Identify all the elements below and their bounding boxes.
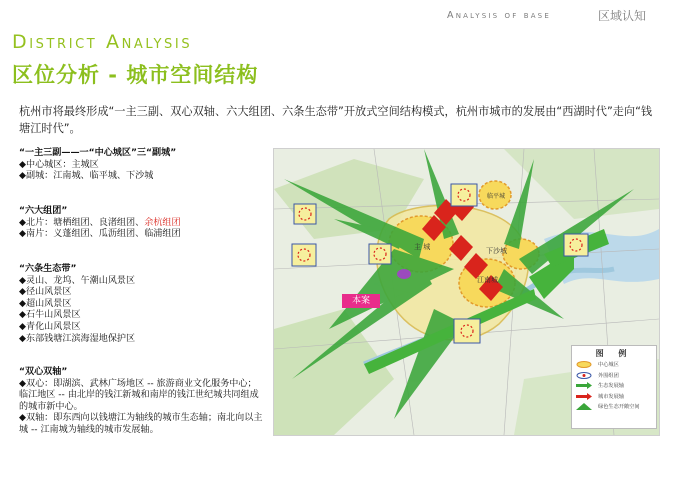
page-title-cn: 区位分析 - 城市空间结构 — [12, 63, 259, 87]
map-legend — [571, 345, 657, 429]
section-heading: “双心双轴” — [19, 367, 68, 377]
yuhang-cluster: 余杭组团 — [144, 217, 181, 228]
section-line: ◆青化山风景区 — [19, 321, 81, 332]
section-heading: “一主三副——一“中心城区”三“副城” — [19, 148, 177, 158]
header-section-cn: 区域认知 — [598, 9, 647, 23]
legend-label: 绿色生态开敞空间 — [598, 404, 640, 410]
intro-paragraph: 杭州市将最终形成“一主三副、双心双轴、六大组团、六条生态带”开放式空间结构模式，杭州市城市的发展由“西湖时代”走向“钱塘江时代”。 — [19, 105, 653, 135]
section-line: ◆南片：义蓬组团、瓜沥组团、临浦组团 — [19, 229, 181, 240]
legend-label: 生态发展轴 — [598, 383, 624, 389]
section-line: ◆超山风景区 — [19, 298, 72, 309]
section-line: ◆灵山、龙坞、午潮山风景区 — [19, 275, 136, 286]
section-line: ◆双心：即湖滨、武林广场地区 -- 旅游商业文化服务中心；临江地区 -- 由北岸的钱江新城和南岸的钱江世纪城共同组成的城市新中心。 — [19, 378, 259, 412]
legend-title: 图 例 — [595, 349, 633, 358]
legend-label: 城市发展轴 — [598, 393, 624, 400]
legend-item — [572, 370, 656, 381]
legend-item — [572, 391, 656, 402]
section-line: ◆径山风景区 — [19, 287, 72, 298]
section-six-clusters — [19, 206, 265, 241]
page-title-en: District Analysis — [12, 31, 193, 53]
section-main-sub — [19, 148, 265, 183]
section-line — [19, 218, 265, 230]
label-linping: 临平城 — [487, 193, 506, 200]
section-dual-core — [19, 367, 265, 437]
section-line: ◆双轴：即东西向以钱塘江为轴线的城市生态轴；南北向以主城 -- 江南城为轴线的城市发展轴。 — [19, 413, 263, 435]
section-line: ◆中心城区：主城区 — [19, 159, 99, 170]
header-analysis-en: Analysis of base — [447, 10, 551, 21]
legend-item — [572, 401, 656, 412]
section-line: ◆石牛山风景区 — [19, 310, 81, 321]
north-clusters: ◆北片：塘栖组团、良渚组团、 — [19, 217, 145, 228]
legend-label: 中心城区 — [598, 362, 619, 368]
section-heading: “六条生态带” — [19, 264, 77, 274]
legend-item — [572, 359, 656, 370]
section-eco-belts — [19, 264, 265, 345]
section-line: ◆副城：江南城、临平城、下沙城 — [19, 171, 154, 182]
site-marker-label: 本案 — [342, 294, 380, 308]
section-heading: “六大组团” — [19, 206, 68, 216]
label-xiasha: 下沙城 — [486, 247, 507, 255]
section-line: ◆东部钱塘江滨海湿地保护区 — [19, 333, 136, 344]
label-jiangnan: 江南城 — [477, 276, 498, 284]
legend-item — [572, 380, 656, 391]
label-zhucheng: 主 城 — [414, 243, 431, 251]
legend-label: 外围组团 — [598, 372, 619, 379]
